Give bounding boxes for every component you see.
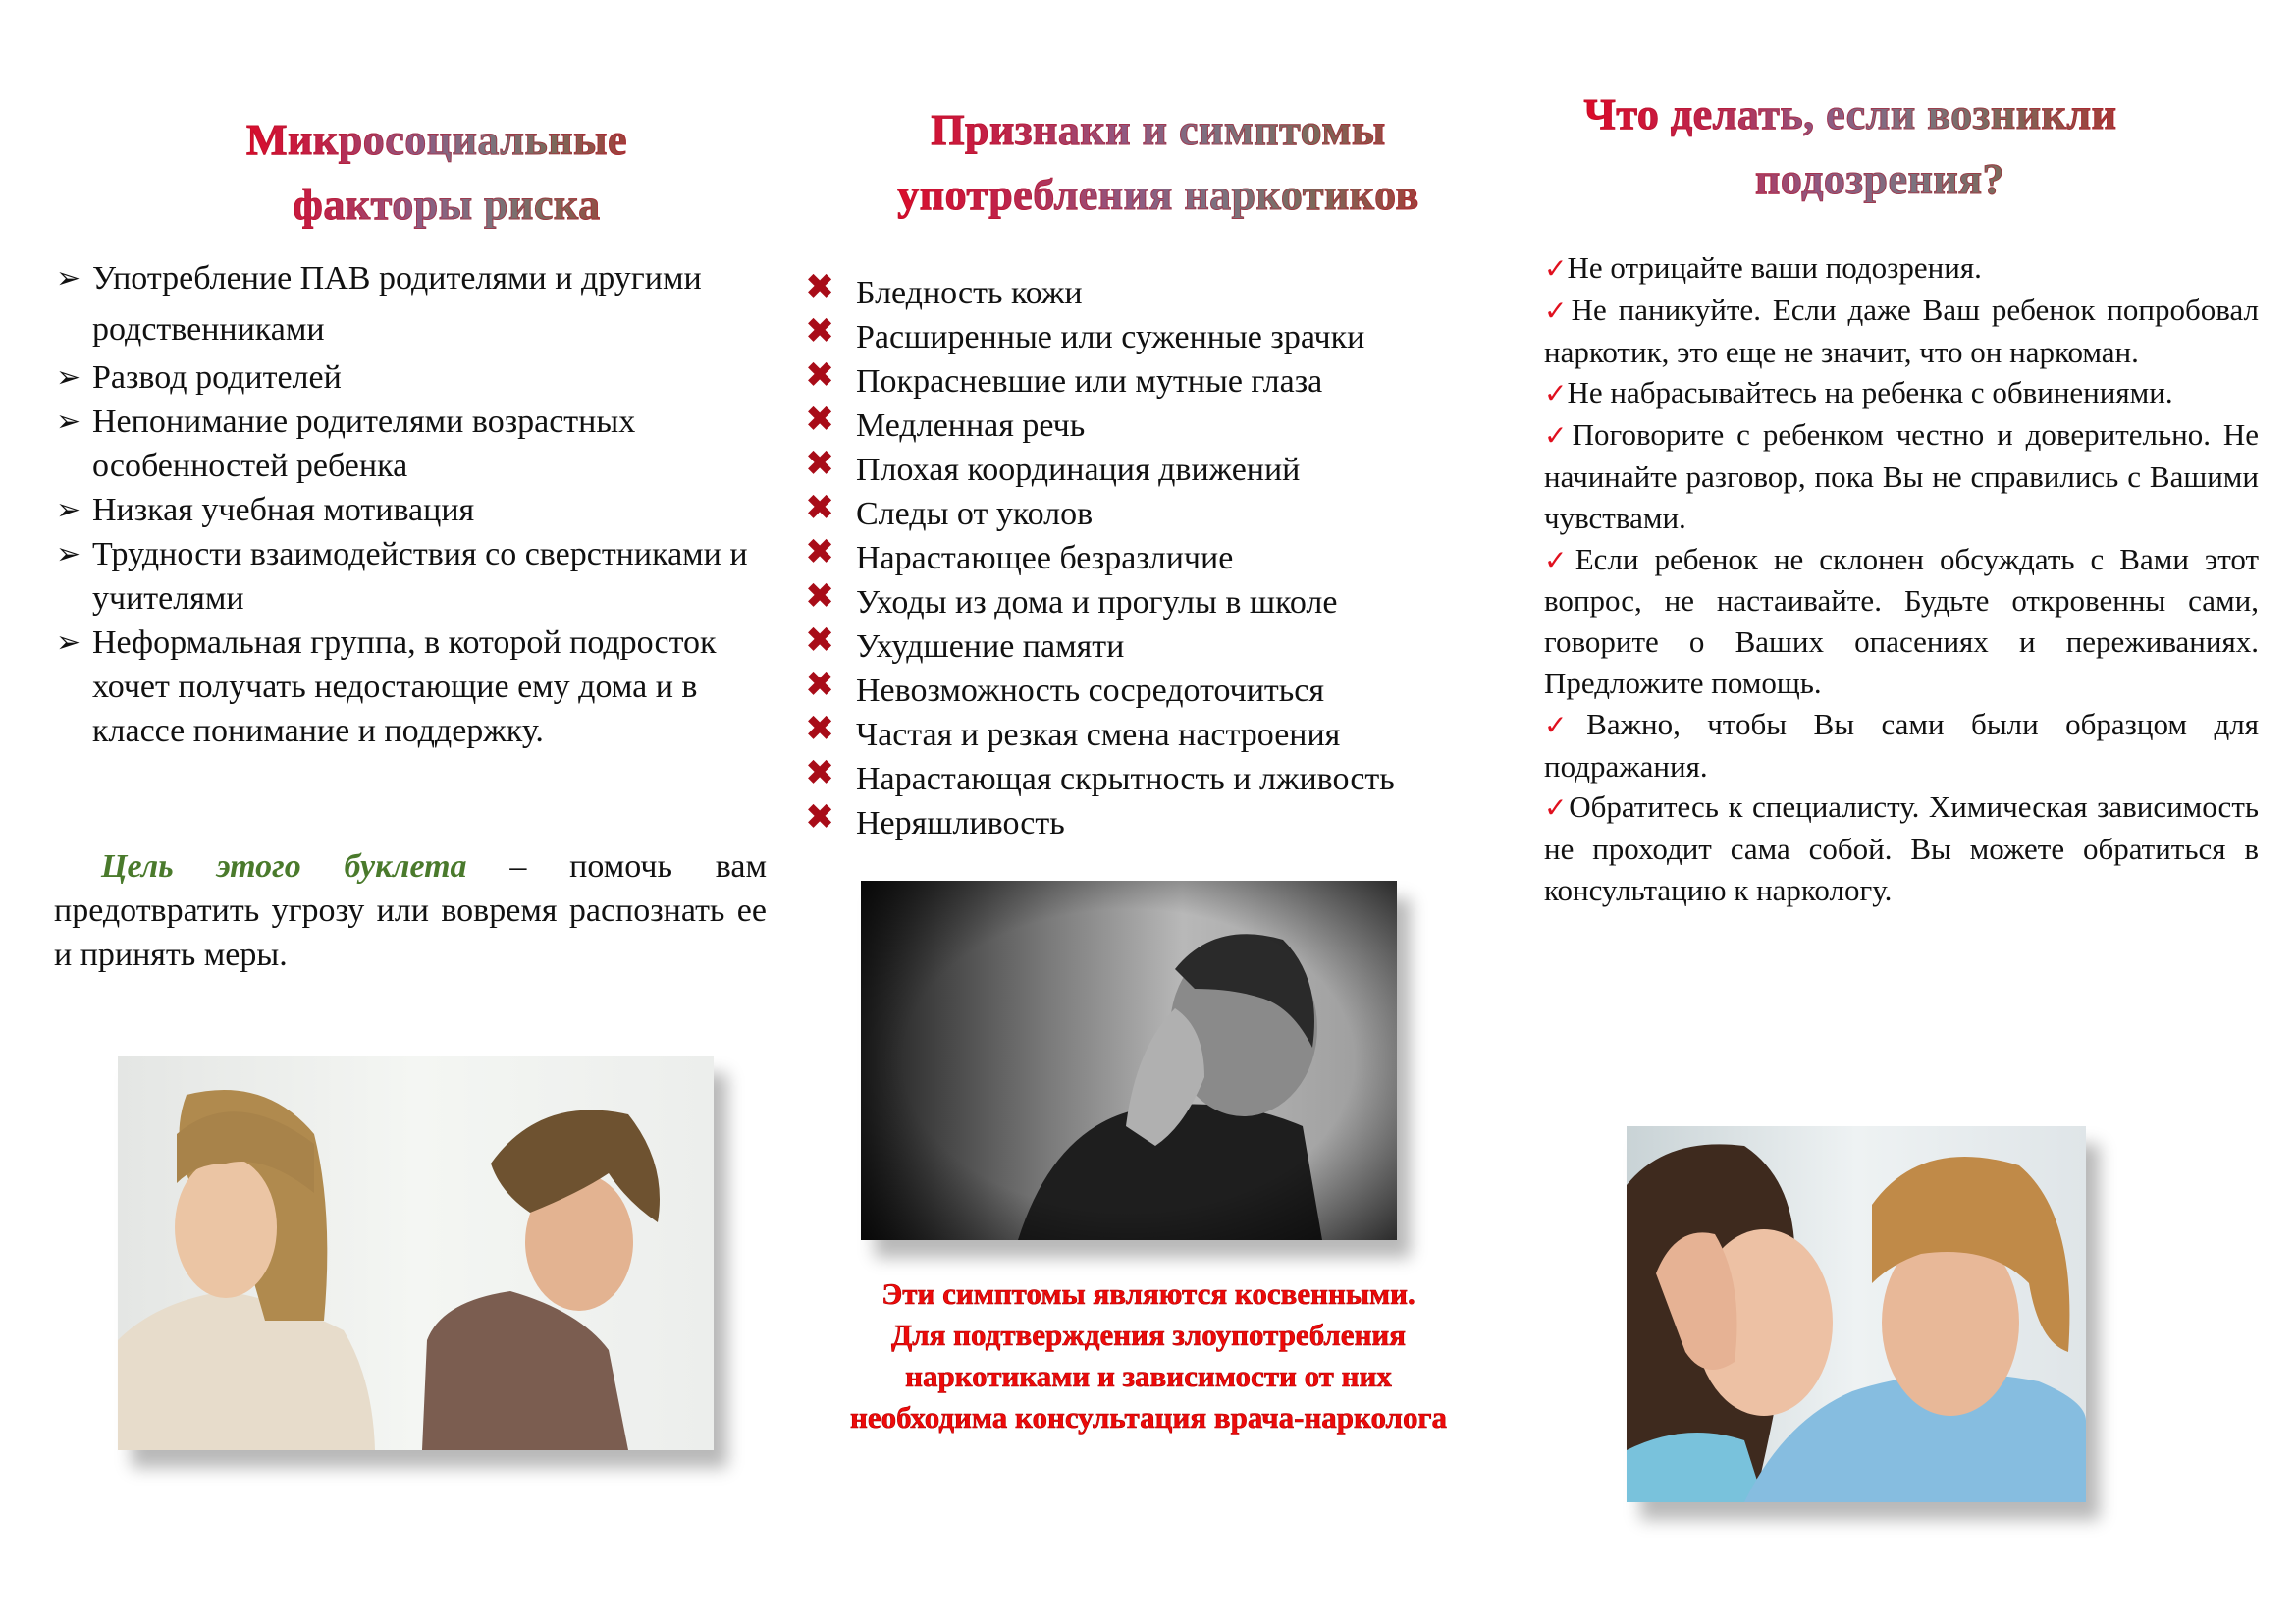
indirect-symptoms-warning: Эти симптомы являются косвенными. Для подтверждения злоупотребления наркотиками и зависимости от них необходима консультация врача-нарколога <box>849 1276 1448 1435</box>
check-mark-icon: ✓ <box>1544 419 1573 453</box>
list-item: ✖ Неряшливость <box>805 797 1065 841</box>
list-item: ➢ Неформальная группа, в которой подросток хочет получать недостающие ему дома и в классе понимание и поддержку. <box>56 621 763 753</box>
x-mark-icon: ✖ <box>805 797 835 838</box>
x-mark-icon: ✖ <box>805 267 835 307</box>
list-item: ✓Важно, чтобы Вы сами были образцом для подражания. <box>1544 706 2259 784</box>
right-heading-line1: Что делать, если возникли <box>1583 90 2117 138</box>
list-item: ✓Поговорите с ребенком честно и доверительно. Не начинайте разговор, пока Вы не справились с Вашими чувствами. <box>1544 417 2260 535</box>
list-item: ✖ Плохая координация движений <box>805 444 1301 488</box>
list-item: ✖ Бледность кожи <box>805 267 1083 311</box>
x-mark-icon: ✖ <box>805 709 835 749</box>
left-heading-line2: факторы риска <box>293 181 601 229</box>
x-mark-icon: ✖ <box>805 621 835 661</box>
x-mark-icon: ✖ <box>805 576 835 617</box>
distressed-teen-covering-face-photo <box>861 881 1397 1240</box>
list-item: ✓Не отрицайте ваши подозрения. <box>1544 250 1982 285</box>
middle-heading-line1: Признаки и симптомы <box>931 106 1386 154</box>
x-mark-icon: ✖ <box>805 488 835 528</box>
list-item: ✖ Уходы из дома и прогулы в школе <box>805 576 1338 621</box>
x-mark-icon: ✖ <box>805 311 835 352</box>
list-item: ✖ Медленная речь <box>805 400 1086 444</box>
risk-factors-list <box>56 253 763 753</box>
check-mark-icon: ✓ <box>1544 377 1568 410</box>
middle-heading-line2: употребления наркотиков <box>897 171 1419 219</box>
list-item: ➢ Непонимание родителями возрастных особенностей ребенка <box>56 400 763 488</box>
list-item: ✓Если ребенок не склонен обсуждать с Вами этот вопрос, не настаивайте. Будьте откровенны сами, говорите о Ваших опасениях и переживаниях. Предложите помощь. <box>1544 541 2259 700</box>
check-mark-icon: ✓ <box>1544 791 1570 825</box>
check-mark-icon: ✓ <box>1544 543 1575 576</box>
arrow-bullet-icon: ➢ <box>56 406 81 438</box>
x-mark-icon: ✖ <box>805 444 835 484</box>
arrow-bullet-icon: ➢ <box>56 626 81 659</box>
x-mark-icon: ✖ <box>805 400 835 440</box>
x-mark-icon: ✖ <box>805 665 835 705</box>
left-heading <box>206 108 667 238</box>
list-item: ✖ Расширенные или суженные зрачки <box>805 311 1365 355</box>
list-item: ✖ Покрасневшие или мутные глаза <box>805 355 1323 400</box>
symptoms-list <box>805 267 1492 845</box>
x-mark-icon: ✖ <box>805 355 835 396</box>
goal-text: – помочь вам предотвратить угрозу или вовремя распознать ее и принять меры. <box>54 848 767 973</box>
left-heading-line1: Микросоциальные <box>245 116 627 164</box>
list-item: ✖ Невозможность сосредоточиться <box>805 665 1325 709</box>
check-mark-icon: ✓ <box>1544 708 1587 741</box>
middle-heading <box>844 98 1472 228</box>
x-mark-icon: ✖ <box>805 753 835 793</box>
list-item: ➢ Развод родителей <box>56 355 763 400</box>
list-item: ✖ Нарастающая скрытность и лживость <box>805 753 1395 797</box>
list-item: ➢ Трудности взаимодействия со сверстниками и учителями <box>56 532 763 621</box>
what-to-do-list <box>1544 247 2259 911</box>
x-mark-icon: ✖ <box>805 532 835 572</box>
right-heading <box>1541 82 2160 212</box>
booklet-goal-paragraph <box>54 844 767 977</box>
list-item: ➢ Низкая учебная мотивация <box>56 488 763 532</box>
list-item: ✖ Ухудшение памяти <box>805 621 1125 665</box>
list-item: ✓Не набрасывайтесь на ребенка с обвинениями. <box>1544 375 2173 410</box>
arrow-bullet-icon: ➢ <box>56 262 81 295</box>
list-item: ➢ Употребление ПАВ родителями и другими родственниками <box>56 253 763 355</box>
arrow-bullet-icon: ➢ <box>56 361 81 394</box>
list-item: ✓Обратитесь к специалисту. Химическая зависимость не проходит сама собой. Вы можете обратиться в консультацию к наркологу. <box>1544 789 2259 907</box>
right-heading-line2: подозрения? <box>1754 155 2005 203</box>
arrow-bullet-icon: ➢ <box>56 494 81 526</box>
list-item: ✖ Частая и резкая смена настроения <box>805 709 1341 753</box>
arrow-bullet-icon: ➢ <box>56 538 81 570</box>
list-item: ✖ Нарастающее безразличие <box>805 532 1234 576</box>
mother-and-daughter-photo <box>1627 1126 2086 1502</box>
list-item: ✓Не паникуйте. Если даже Ваш ребенок попробовал наркотик, это еще не значит, что он наркоман. <box>1544 292 2259 369</box>
check-mark-icon: ✓ <box>1544 252 1568 285</box>
mother-and-son-back-to-back-photo <box>118 1056 714 1450</box>
check-mark-icon: ✓ <box>1544 294 1572 327</box>
goal-emphasis: Цель этого буклета <box>101 848 467 885</box>
list-item: ✖ Следы от уколов <box>805 488 1094 532</box>
